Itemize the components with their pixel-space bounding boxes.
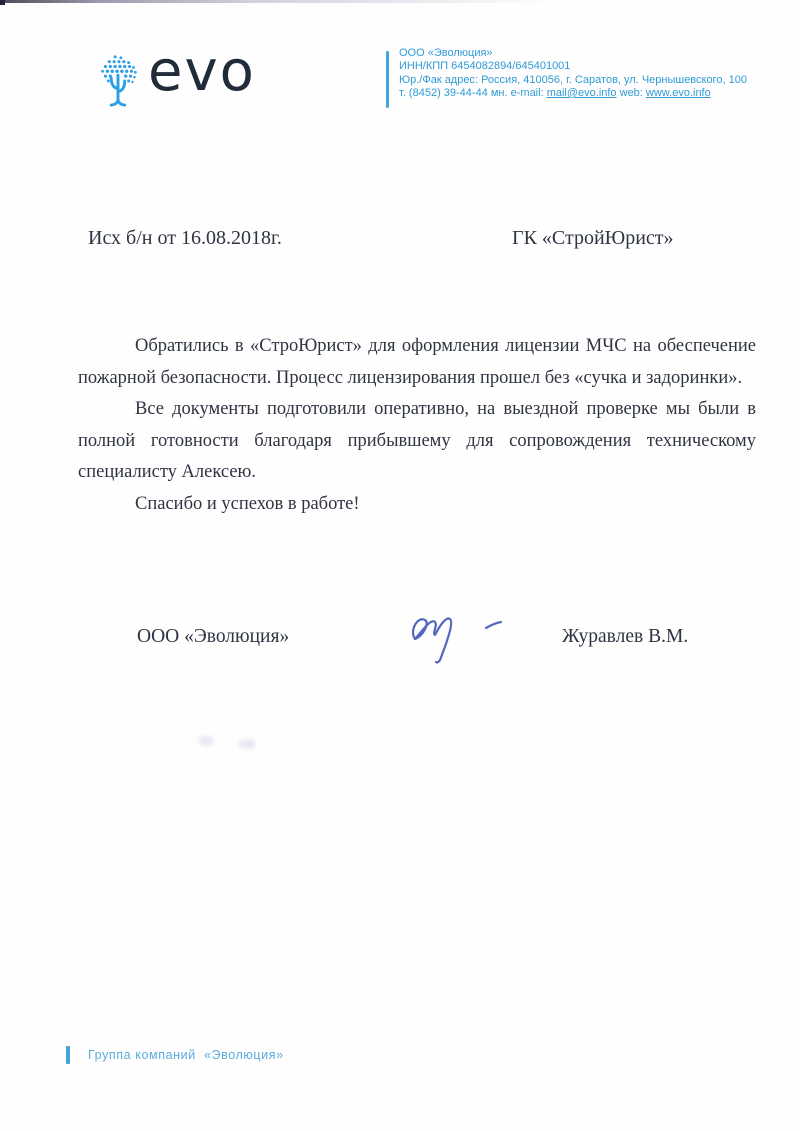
signatory-name: Журавлев В.М.	[562, 626, 689, 647]
contacts-web-text: web:	[616, 86, 646, 99]
scan-smudge	[238, 739, 256, 749]
signature-block	[0, 620, 800, 690]
email-link[interactable]: mail@evo.info	[546, 86, 617, 99]
handwritten-signature	[402, 602, 508, 666]
footer-accent-bar	[66, 1046, 70, 1064]
letterhead-divider	[386, 51, 389, 108]
paragraph-3: Спасибо и успехов в работе!	[135, 493, 360, 514]
outgoing-ref-date: Исх б/н от 16.08.2018г.	[88, 227, 282, 249]
company-inn: ИНН/КПП 6454082894/645401001	[399, 60, 571, 73]
dotted-tree-logo-icon	[95, 52, 141, 108]
page-footer	[0, 1044, 800, 1068]
footer-group-label: Группа компаний «Эволюция»	[88, 1048, 284, 1062]
signatory-company: ООО «Эволюция»	[137, 626, 290, 647]
letter-body	[78, 331, 756, 520]
contacts-text: т. (8452) 39-44-44 мн. e-mail:	[399, 86, 547, 99]
reference-row	[0, 227, 800, 253]
addressee: ГК «СтройЮрист»	[512, 227, 674, 249]
website-link[interactable]: www.evo.info	[645, 86, 711, 99]
company-contacts	[399, 87, 779, 100]
paragraph-1: Обратились в «СтроЮрист» для оформления лицензии МЧС на обеспечение пожарной безопасности. Процесс лицензирования прошел без «сучка и задоринки».	[78, 336, 756, 388]
paragraph-2: Все документы подготовили оперативно, на выездной проверке мы были в полной готовности благодаря прибывшему для сопровождения техническому специалисту Алексею.	[78, 399, 756, 482]
scan-smudge	[198, 736, 214, 746]
brand-logotype: evo	[148, 39, 256, 104]
company-name: ООО «Эволюция»	[399, 47, 493, 59]
company-address: Юр./Фак адрес: Россия, 410056, г. Саратов, ул. Чернышевского, 100	[399, 73, 747, 86]
letterhead-company-info	[399, 47, 779, 100]
scan-corner-artifact	[0, 0, 5, 5]
scan-edge-artifact	[0, 0, 560, 3]
